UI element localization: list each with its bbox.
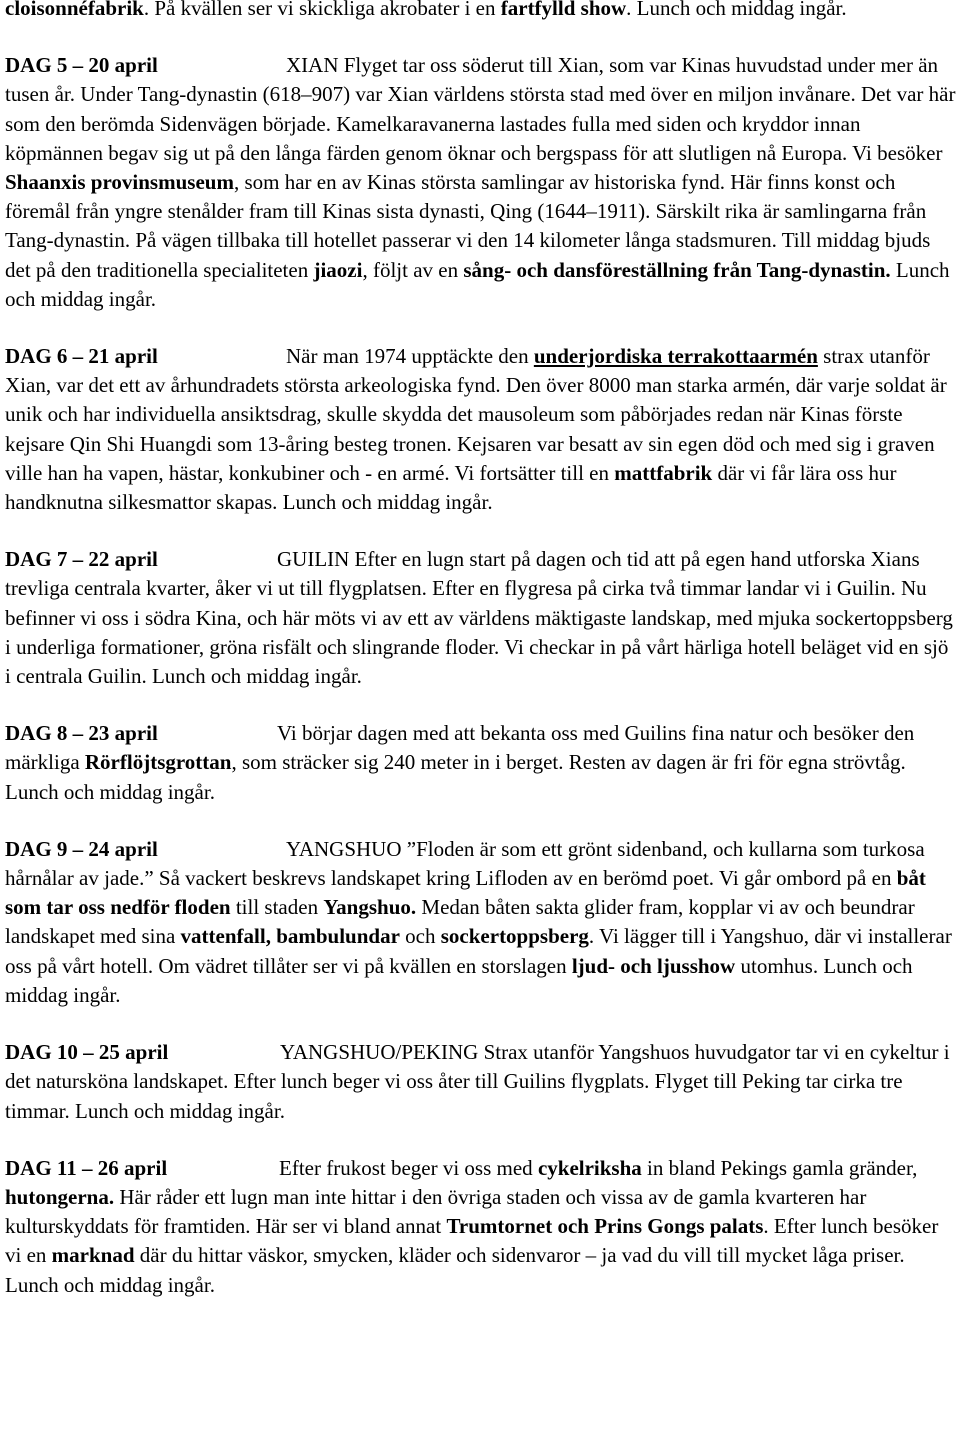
text-run: och <box>399 924 441 949</box>
bold-phrase: mattfabrik <box>614 460 713 485</box>
text-run: . Lunch och middag ingår. <box>626 0 847 20</box>
bold-phrase: cykelriksha <box>537 1155 642 1180</box>
bold-phrase: cloisonnéfabrik <box>5 0 144 20</box>
paragraph-day11 <box>5 1154 957 1300</box>
text-run: Vi börjar dagen med att bekanta oss med Guilins fina natur och besöker den märkliga <box>5 721 915 775</box>
text-run: utomhus. Lunch och middag ingår. <box>5 953 913 1007</box>
text-run: , som har en av Kinas största samlingar av historiska fynd. Här finns konst och föremål från yngre stenålder fram till Kinas sista dynasti, Qing (1644–1911). Särskilt rika är samlingarna från Tang-dynastin. På vägen tillbaka till hotellet passerar vi den 14 kilometer långa stadsmuren. Till middag bjuds det på den traditionella specialiteten <box>5 170 931 282</box>
text-run: När man 1974 upptäckte den <box>286 344 534 369</box>
underlined-bold-phrase: underjordiska terrakottaarmén <box>533 344 818 369</box>
paragraph-day7 <box>5 545 957 691</box>
bold-phrase: hutongerna. <box>5 1184 115 1209</box>
text-run: strax utanför Xian, var det ett av århundradets största arkeologiska fynd. Den över 8000 man starka armén, där varje soldat är unik och har individuella ansiktsdrag, skulle skydda det mausoleum som påbörjades redan när Kinas förste kejsare Qin Shi Huangdi som 13-åring besteg tronen. Kejsaren var besatt av sin egen död och med sig i graven ville han ha vapen, hästar, konkubiner och - en armé. Vi fortsätter till en <box>5 344 947 485</box>
text-run: , följt av en <box>362 257 464 282</box>
day-label: DAG 9 – 24 april <box>5 836 158 861</box>
day-label: DAG 8 – 23 april <box>5 721 158 746</box>
day-label: DAG 10 – 25 april <box>5 1040 169 1065</box>
text-run: in bland Pekings gamla gränder, <box>641 1155 918 1180</box>
bold-phrase: båt som tar oss nedför floden <box>5 866 926 920</box>
bold-phrase: sång- och dansföreställning från Tang-dynastin. <box>463 257 891 282</box>
text-run: Lunch och middag ingår. <box>5 257 950 311</box>
paragraph-day6 <box>5 342 957 517</box>
text-run: till staden <box>230 895 324 920</box>
text-run: YANGSHUO ”Floden är som ett grönt sidenband, och kullarna som turkosa hårnålar av jade.” Så vackert beskrevs landskapet kring Lifloden av en berömd poet. Vi går ombord på en <box>5 836 925 891</box>
bold-phrase: Yangshuo. <box>323 895 417 920</box>
text-run: . På kvällen ser vi skickliga akrobater i en <box>143 0 501 20</box>
text-run: Här råder ett lugn man inte hittar i den övriga staden och vissa av de gamla kvarteren har kulturskyddats för framtiden. Här ser vi bland annat <box>5 1184 867 1239</box>
day-label: DAG 7 – 22 april <box>5 547 158 572</box>
itinerary-document <box>5 0 957 1328</box>
text-run: , som sträcker sig 240 meter in i berget. Resten av dagen är fri för egna strövtåg. Lunch och middag ingår. <box>5 750 906 804</box>
paragraph-day4-tail <box>5 0 957 23</box>
text-run: där du hittar väskor, smycken, kläder och sidenvaror – ja vad du vill till mycket låga priser. Lunch och middag ingår. <box>5 1243 905 1297</box>
bold-phrase: sockertoppsberg <box>440 924 589 949</box>
bold-phrase: Trumtornet och Prins Gongs palats <box>446 1214 764 1239</box>
bold-phrase: marknad <box>51 1243 135 1268</box>
text-run: Efter frukost beger vi oss med <box>279 1155 538 1180</box>
text-run: XIAN Flyget tar oss söderut till Xian, som var Kinas huvudstad under mer än tusen år. Under Tang-dynastin (618–907) var Xian världens största stad med över en miljon invånare. Det var här som den berömda Sidenvägen började. Kamelkaravanerna lastades fulla med siden och kryddor innan köpmännen begav sig ut på den långa färden genom öknar och bergspass för att slutligen nå Europa. Vi besöker <box>5 53 956 165</box>
paragraph-day8 <box>5 719 957 807</box>
bold-phrase: fartfylld show <box>500 0 627 20</box>
bold-phrase: vattenfall, bambulundar <box>180 924 400 949</box>
day-label: DAG 5 – 20 april <box>5 53 158 78</box>
paragraph-day9 <box>5 835 957 1010</box>
paragraph-day5 <box>5 51 957 314</box>
bold-phrase: jiaozi <box>313 257 363 282</box>
text-run: där vi får lära oss hur handknutna silkesmattor skapas. Lunch och middag ingår. <box>5 460 897 515</box>
text-run: YANGSHUO/PEKING Strax utanför Yangshuos huvudgator tar vi en cykeltur i det natursköna landskapet. Efter lunch beger vi oss åter till Guilins flygplats. Flyget till Peking tar cirka tre timmar. Lunch och middag ingår. <box>5 1040 950 1123</box>
text-run: . Efter lunch besöker vi en <box>5 1214 939 1268</box>
day-label: DAG 6 – 21 april <box>5 344 158 369</box>
day-label: DAG 11 – 26 april <box>5 1155 168 1180</box>
bold-phrase: Shaanxis provinsmuseum <box>5 170 234 195</box>
bold-phrase: ljud- och ljusshow <box>571 953 736 978</box>
paragraph-day10 <box>5 1038 957 1126</box>
bold-phrase: Rörflöjtsgrottan <box>84 750 232 775</box>
text-run: Medan båten sakta glider fram, kopplar vi av och beundrar landskapet med sina <box>5 895 915 949</box>
text-run: . Vi lägger till i Yangshuo, där vi installerar oss på vårt hotell. Om vädret tillåter ser vi på kvällen en storslagen <box>5 924 952 978</box>
text-run: GUILIN Efter en lugn start på dagen och tid att på egen hand utforska Xians trevliga centrala kvarter, åker vi ut till flygplatsen. Efter en flygresa på cirka två timmar landar vi i Guilin. Nu befinner vi oss i södra Kina, och här möts vi av ett av världens mäktigaste landskap, med mjuka sockertoppsberg i underliga formationer, gröna risfält och slingrande floder. Vi checkar in på vårt härliga hotell beläget vid en sjö i centrala Guilin. Lunch och middag ingår. <box>5 547 953 689</box>
